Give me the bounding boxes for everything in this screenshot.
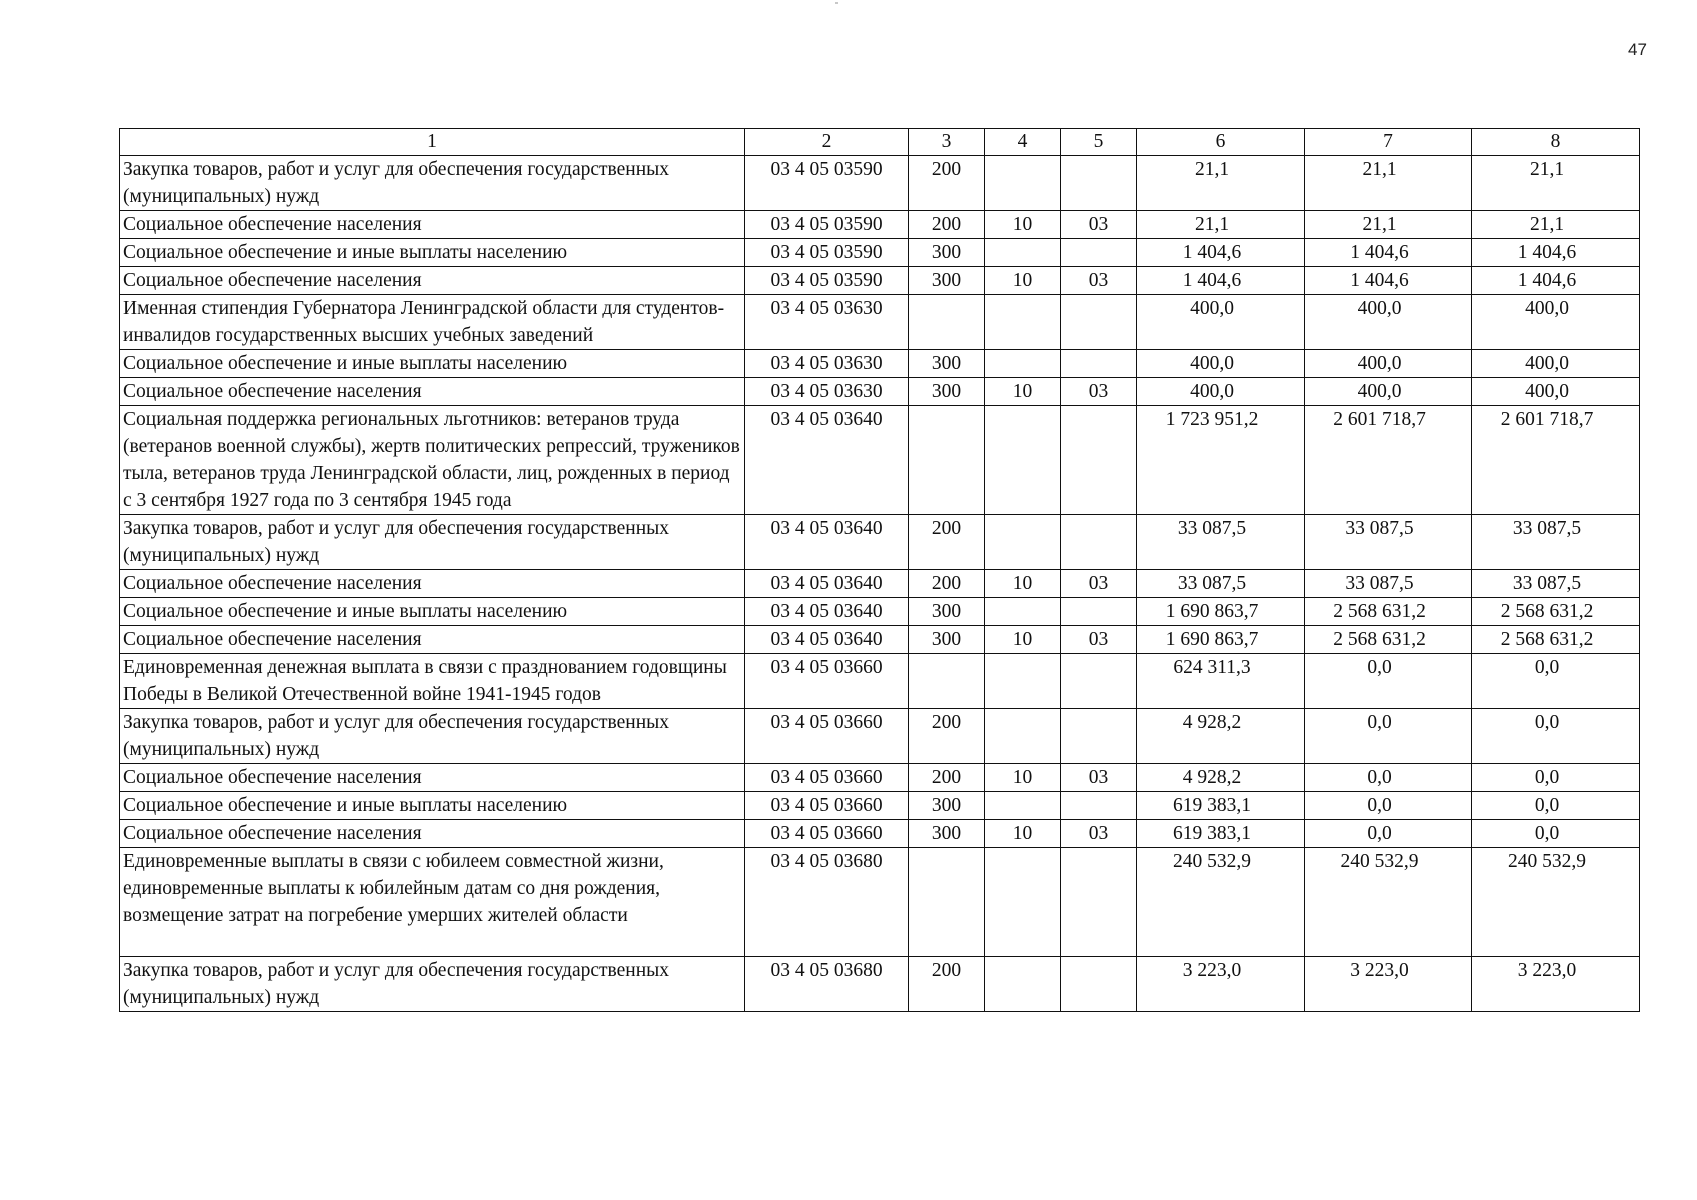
row-subsection-cell: 03	[1061, 570, 1137, 598]
row-section-cell: 10	[985, 626, 1061, 654]
row-subsection-cell	[1061, 598, 1137, 626]
row-name-cell: Социальное обеспечение населения	[120, 378, 745, 406]
row-expense-type-cell	[909, 406, 985, 515]
row-expense-type-cell: 200	[909, 570, 985, 598]
row-subsection-cell	[1061, 654, 1137, 709]
row-name-cell: Социальное обеспечение населения	[120, 764, 745, 792]
row-amount-3-cell: 0,0	[1472, 764, 1640, 792]
row-amount-3-cell: 240 532,9	[1472, 848, 1640, 957]
row-amount-3-cell: 400,0	[1472, 350, 1640, 378]
row-amount-3-cell: 21,1	[1472, 211, 1640, 239]
row-section-cell	[985, 350, 1061, 378]
row-code-cell: 03 4 05 03630	[745, 378, 909, 406]
row-amount-1-cell: 21,1	[1137, 211, 1305, 239]
row-amount-1-cell: 1 404,6	[1137, 239, 1305, 267]
row-expense-type-cell: 200	[909, 156, 985, 211]
row-section-cell	[985, 156, 1061, 211]
row-subsection-cell	[1061, 709, 1137, 764]
row-subsection-cell: 03	[1061, 820, 1137, 848]
table-row	[120, 267, 1640, 295]
row-name-cell: Социальная поддержка региональных льготников: ветеранов труда (ветеранов военной службы), жертв политических репрессий, тружеников тыла, ветеранов труда Ленинградской области, лиц, рожденных в период с 3 сентября 1927 года по 3 сентября 1945 года	[120, 406, 745, 515]
row-expense-type-cell: 300	[909, 350, 985, 378]
row-subsection-cell	[1061, 406, 1137, 515]
table-row	[120, 764, 1640, 792]
row-subsection-cell	[1061, 295, 1137, 350]
row-amount-1-cell: 619 383,1	[1137, 820, 1305, 848]
column-header: 8	[1472, 129, 1640, 156]
row-amount-2-cell: 2 568 631,2	[1305, 626, 1472, 654]
row-amount-3-cell: 2 568 631,2	[1472, 626, 1640, 654]
row-expense-type-cell: 200	[909, 211, 985, 239]
row-section-cell	[985, 654, 1061, 709]
row-section-cell	[985, 709, 1061, 764]
row-amount-3-cell: 0,0	[1472, 792, 1640, 820]
row-code-cell: 03 4 05 03630	[745, 350, 909, 378]
row-section-cell	[985, 792, 1061, 820]
row-amount-3-cell: 21,1	[1472, 156, 1640, 211]
row-name-cell: Единовременные выплаты в связи с юбилеем совместной жизни, единовременные выплаты к юбилейным датам со дня рождения, возмещение затрат на погребение умерших жителей области	[120, 848, 745, 957]
column-header: 1	[120, 129, 745, 156]
row-amount-1-cell: 400,0	[1137, 295, 1305, 350]
row-section-cell	[985, 515, 1061, 570]
row-amount-2-cell: 400,0	[1305, 350, 1472, 378]
row-amount-1-cell: 624 311,3	[1137, 654, 1305, 709]
row-subsection-cell: 03	[1061, 764, 1137, 792]
table-row	[120, 378, 1640, 406]
row-code-cell: 03 4 05 03680	[745, 957, 909, 1012]
row-subsection-cell: 03	[1061, 267, 1137, 295]
row-section-cell: 10	[985, 378, 1061, 406]
row-section-cell: 10	[985, 267, 1061, 295]
row-amount-1-cell: 1 723 951,2	[1137, 406, 1305, 515]
header-row	[120, 129, 1640, 156]
row-section-cell	[985, 295, 1061, 350]
table-row	[120, 598, 1640, 626]
row-amount-3-cell: 0,0	[1472, 709, 1640, 764]
budget-table	[119, 128, 1640, 1012]
row-amount-1-cell: 1 690 863,7	[1137, 598, 1305, 626]
scan-mark	[835, 2, 838, 4]
row-expense-type-cell: 300	[909, 378, 985, 406]
row-amount-1-cell: 3 223,0	[1137, 957, 1305, 1012]
row-section-cell	[985, 957, 1061, 1012]
row-subsection-cell	[1061, 350, 1137, 378]
row-amount-3-cell: 33 087,5	[1472, 570, 1640, 598]
column-header: 5	[1061, 129, 1137, 156]
row-name-cell: Социальное обеспечение населения	[120, 211, 745, 239]
row-code-cell: 03 4 05 03660	[745, 764, 909, 792]
row-expense-type-cell: 300	[909, 239, 985, 267]
column-header: 7	[1305, 129, 1472, 156]
row-expense-type-cell: 300	[909, 626, 985, 654]
row-amount-1-cell: 619 383,1	[1137, 792, 1305, 820]
row-section-cell: 10	[985, 570, 1061, 598]
row-code-cell: 03 4 05 03640	[745, 515, 909, 570]
row-code-cell: 03 4 05 03680	[745, 848, 909, 957]
row-code-cell: 03 4 05 03640	[745, 626, 909, 654]
row-subsection-cell: 03	[1061, 626, 1137, 654]
row-section-cell	[985, 848, 1061, 957]
row-code-cell: 03 4 05 03590	[745, 267, 909, 295]
row-name-cell: Закупка товаров, работ и услуг для обеспечения государственных (муниципальных) нужд	[120, 156, 745, 211]
row-name-cell: Закупка товаров, работ и услуг для обеспечения государственных (муниципальных) нужд	[120, 957, 745, 1012]
row-name-cell: Именная стипендия Губернатора Ленинградской области для студентов-инвалидов государственных высших учебных заведений	[120, 295, 745, 350]
row-section-cell	[985, 239, 1061, 267]
row-amount-2-cell: 0,0	[1305, 654, 1472, 709]
row-subsection-cell	[1061, 156, 1137, 211]
row-expense-type-cell	[909, 654, 985, 709]
row-amount-3-cell: 2 568 631,2	[1472, 598, 1640, 626]
table-row	[120, 239, 1640, 267]
table-row	[120, 570, 1640, 598]
row-amount-2-cell: 21,1	[1305, 211, 1472, 239]
table-row	[120, 211, 1640, 239]
row-code-cell: 03 4 05 03590	[745, 156, 909, 211]
row-amount-2-cell: 1 404,6	[1305, 239, 1472, 267]
row-section-cell	[985, 598, 1061, 626]
row-subsection-cell	[1061, 957, 1137, 1012]
row-amount-3-cell: 3 223,0	[1472, 957, 1640, 1012]
table-row	[120, 957, 1640, 1012]
table-row	[120, 406, 1640, 515]
table-row	[120, 709, 1640, 764]
row-section-cell: 10	[985, 211, 1061, 239]
row-subsection-cell	[1061, 792, 1137, 820]
row-name-cell: Социальное обеспечение и иные выплаты населению	[120, 598, 745, 626]
row-section-cell: 10	[985, 764, 1061, 792]
row-expense-type-cell: 200	[909, 957, 985, 1012]
table-row	[120, 515, 1640, 570]
row-amount-2-cell: 400,0	[1305, 378, 1472, 406]
row-amount-2-cell: 33 087,5	[1305, 515, 1472, 570]
row-expense-type-cell: 300	[909, 598, 985, 626]
row-amount-2-cell: 0,0	[1305, 820, 1472, 848]
row-amount-2-cell: 0,0	[1305, 792, 1472, 820]
row-code-cell: 03 4 05 03640	[745, 406, 909, 515]
row-amount-2-cell: 240 532,9	[1305, 848, 1472, 957]
row-expense-type-cell: 300	[909, 267, 985, 295]
row-code-cell: 03 4 05 03660	[745, 709, 909, 764]
row-amount-1-cell: 33 087,5	[1137, 570, 1305, 598]
row-amount-1-cell: 4 928,2	[1137, 764, 1305, 792]
row-section-cell	[985, 406, 1061, 515]
row-amount-2-cell: 21,1	[1305, 156, 1472, 211]
row-expense-type-cell	[909, 295, 985, 350]
row-amount-3-cell: 0,0	[1472, 820, 1640, 848]
row-code-cell: 03 4 05 03660	[745, 820, 909, 848]
row-name-cell: Социальное обеспечение и иные выплаты населению	[120, 239, 745, 267]
column-header: 3	[909, 129, 985, 156]
row-name-cell: Социальное обеспечение населения	[120, 570, 745, 598]
row-amount-1-cell: 21,1	[1137, 156, 1305, 211]
table-row	[120, 350, 1640, 378]
row-code-cell: 03 4 05 03660	[745, 792, 909, 820]
row-subsection-cell	[1061, 515, 1137, 570]
row-code-cell: 03 4 05 03630	[745, 295, 909, 350]
row-amount-1-cell: 1 690 863,7	[1137, 626, 1305, 654]
row-name-cell: Социальное обеспечение населения	[120, 267, 745, 295]
row-code-cell: 03 4 05 03660	[745, 654, 909, 709]
row-amount-1-cell: 1 404,6	[1137, 267, 1305, 295]
table-row	[120, 848, 1640, 957]
row-subsection-cell: 03	[1061, 211, 1137, 239]
row-amount-2-cell: 3 223,0	[1305, 957, 1472, 1012]
row-code-cell: 03 4 05 03590	[745, 239, 909, 267]
column-header: 6	[1137, 129, 1305, 156]
row-subsection-cell	[1061, 239, 1137, 267]
table-row	[120, 626, 1640, 654]
row-expense-type-cell: 200	[909, 709, 985, 764]
row-expense-type-cell	[909, 848, 985, 957]
row-amount-1-cell: 4 928,2	[1137, 709, 1305, 764]
row-section-cell: 10	[985, 820, 1061, 848]
row-name-cell: Закупка товаров, работ и услуг для обеспечения государственных (муниципальных) нужд	[120, 515, 745, 570]
row-amount-3-cell: 1 404,6	[1472, 239, 1640, 267]
page-number: 47	[1628, 40, 1647, 59]
row-expense-type-cell: 300	[909, 792, 985, 820]
row-amount-3-cell: 400,0	[1472, 378, 1640, 406]
row-amount-2-cell: 2 568 631,2	[1305, 598, 1472, 626]
row-amount-2-cell: 400,0	[1305, 295, 1472, 350]
table-row	[120, 820, 1640, 848]
row-amount-3-cell: 0,0	[1472, 654, 1640, 709]
row-name-cell: Социальное обеспечение населения	[120, 626, 745, 654]
row-amount-2-cell: 0,0	[1305, 709, 1472, 764]
row-amount-1-cell: 400,0	[1137, 378, 1305, 406]
row-expense-type-cell: 200	[909, 515, 985, 570]
row-expense-type-cell: 200	[909, 764, 985, 792]
row-amount-2-cell: 0,0	[1305, 764, 1472, 792]
row-amount-3-cell: 2 601 718,7	[1472, 406, 1640, 515]
row-amount-3-cell: 33 087,5	[1472, 515, 1640, 570]
column-header: 4	[985, 129, 1061, 156]
table-row	[120, 654, 1640, 709]
row-amount-1-cell: 33 087,5	[1137, 515, 1305, 570]
row-name-cell: Социальное обеспечение и иные выплаты населению	[120, 350, 745, 378]
row-expense-type-cell: 300	[909, 820, 985, 848]
row-code-cell: 03 4 05 03590	[745, 211, 909, 239]
table-row	[120, 156, 1640, 211]
row-subsection-cell	[1061, 848, 1137, 957]
row-name-cell: Закупка товаров, работ и услуг для обеспечения государственных (муниципальных) нужд	[120, 709, 745, 764]
row-amount-1-cell: 240 532,9	[1137, 848, 1305, 957]
row-amount-3-cell: 1 404,6	[1472, 267, 1640, 295]
row-amount-2-cell: 2 601 718,7	[1305, 406, 1472, 515]
table-row	[120, 295, 1640, 350]
row-code-cell: 03 4 05 03640	[745, 570, 909, 598]
row-name-cell: Социальное обеспечение населения	[120, 820, 745, 848]
column-header: 2	[745, 129, 909, 156]
row-amount-3-cell: 400,0	[1472, 295, 1640, 350]
row-amount-2-cell: 33 087,5	[1305, 570, 1472, 598]
row-name-cell: Социальное обеспечение и иные выплаты населению	[120, 792, 745, 820]
row-amount-1-cell: 400,0	[1137, 350, 1305, 378]
row-subsection-cell: 03	[1061, 378, 1137, 406]
table-row	[120, 792, 1640, 820]
row-code-cell: 03 4 05 03640	[745, 598, 909, 626]
row-name-cell: Единовременная денежная выплата в связи с празднованием годовщины Победы в Великой Отечественной войне 1941-1945 годов	[120, 654, 745, 709]
table-body	[120, 156, 1640, 1012]
row-amount-2-cell: 1 404,6	[1305, 267, 1472, 295]
